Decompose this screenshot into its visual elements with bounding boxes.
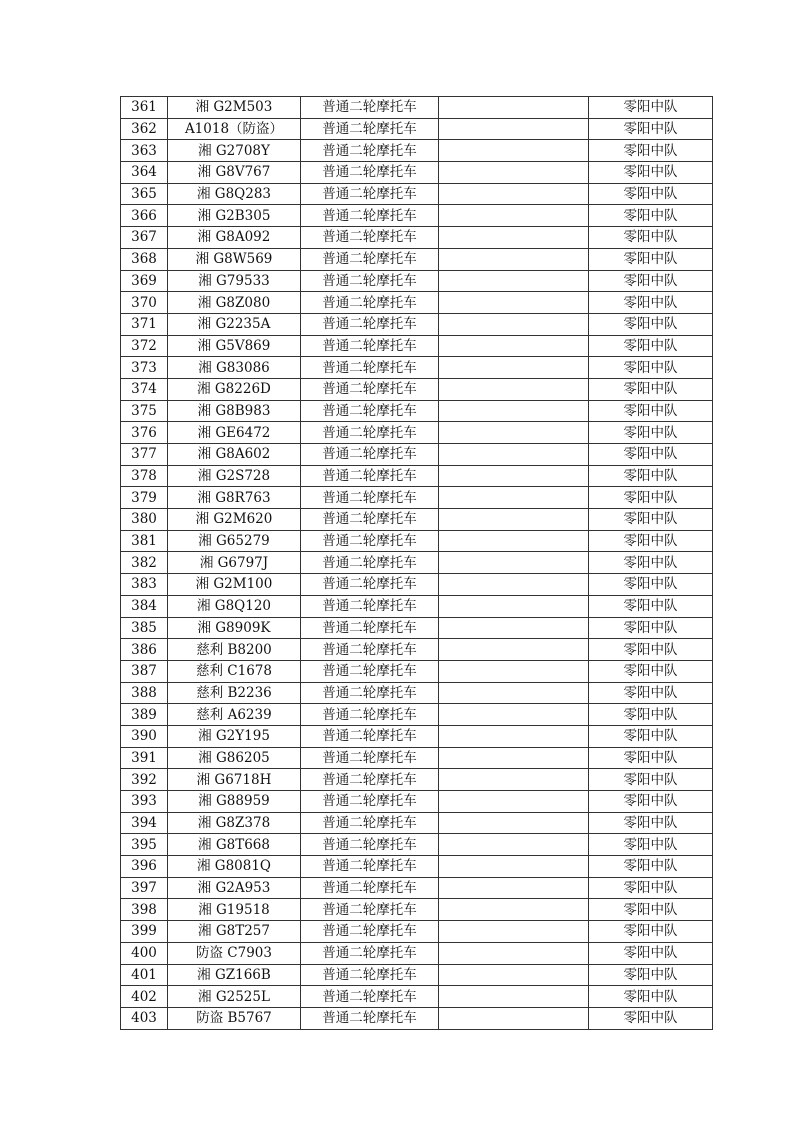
note-cell (439, 118, 589, 140)
row-number-cell: 395 (121, 834, 168, 856)
note-cell (439, 639, 589, 661)
vehicle-type-cell: 普通二轮摩托车 (301, 205, 439, 227)
row-number-cell: 377 (121, 444, 168, 466)
vehicle-type-cell: 普通二轮摩托车 (301, 921, 439, 943)
unit-cell: 零阳中队 (589, 552, 713, 574)
plate-number-cell: 慈利 A6239 (168, 704, 301, 726)
unit-cell: 零阳中队 (589, 704, 713, 726)
plate-number-cell: 湘 G19518 (168, 899, 301, 921)
row-number-cell: 372 (121, 335, 168, 357)
note-cell (439, 682, 589, 704)
row-number-cell: 382 (121, 552, 168, 574)
unit-cell: 零阳中队 (589, 921, 713, 943)
unit-cell: 零阳中队 (589, 791, 713, 813)
vehicle-type-cell: 普通二轮摩托车 (301, 856, 439, 878)
vehicle-type-cell: 普通二轮摩托车 (301, 834, 439, 856)
unit-cell: 零阳中队 (589, 769, 713, 791)
row-number-cell: 403 (121, 1007, 168, 1029)
vehicle-type-cell: 普通二轮摩托车 (301, 118, 439, 140)
table-row (121, 248, 713, 270)
unit-cell: 零阳中队 (589, 183, 713, 205)
unit-cell: 零阳中队 (589, 1007, 713, 1029)
note-cell (439, 97, 589, 119)
unit-cell: 零阳中队 (589, 834, 713, 856)
vehicle-type-cell: 普通二轮摩托车 (301, 617, 439, 639)
vehicle-type-cell: 普通二轮摩托车 (301, 595, 439, 617)
unit-cell: 零阳中队 (589, 378, 713, 400)
plate-number-cell: 湘 G6718H (168, 769, 301, 791)
vehicle-type-cell: 普通二轮摩托车 (301, 747, 439, 769)
note-cell (439, 595, 589, 617)
vehicle-type-cell: 普通二轮摩托车 (301, 313, 439, 335)
row-number-cell: 369 (121, 270, 168, 292)
table-row (121, 183, 713, 205)
table-row (121, 747, 713, 769)
unit-cell: 零阳中队 (589, 465, 713, 487)
unit-cell: 零阳中队 (589, 509, 713, 531)
unit-cell: 零阳中队 (589, 986, 713, 1008)
vehicle-type-cell: 普通二轮摩托车 (301, 335, 439, 357)
unit-cell: 零阳中队 (589, 205, 713, 227)
plate-number-cell: 湘 GZ166B (168, 964, 301, 986)
note-cell (439, 856, 589, 878)
table-row (121, 313, 713, 335)
unit-cell: 零阳中队 (589, 812, 713, 834)
note-cell (439, 205, 589, 227)
note-cell (439, 1007, 589, 1029)
unit-cell: 零阳中队 (589, 292, 713, 314)
unit-cell: 零阳中队 (589, 118, 713, 140)
vehicle-type-cell: 普通二轮摩托车 (301, 812, 439, 834)
note-cell (439, 292, 589, 314)
table-row (121, 704, 713, 726)
table-row (121, 725, 713, 747)
table-row (121, 205, 713, 227)
unit-cell: 零阳中队 (589, 357, 713, 379)
vehicle-type-cell: 普通二轮摩托车 (301, 378, 439, 400)
plate-number-cell: 湘 G8909K (168, 617, 301, 639)
plate-number-cell: 湘 G2B305 (168, 205, 301, 227)
row-number-cell: 379 (121, 487, 168, 509)
table-row (121, 335, 713, 357)
unit-cell: 零阳中队 (589, 682, 713, 704)
table-row (121, 834, 713, 856)
table-row (121, 422, 713, 444)
unit-cell: 零阳中队 (589, 595, 713, 617)
table-row (121, 812, 713, 834)
unit-cell: 零阳中队 (589, 660, 713, 682)
note-cell (439, 877, 589, 899)
plate-number-cell: 湘 G8226D (168, 378, 301, 400)
vehicle-type-cell: 普通二轮摩托车 (301, 183, 439, 205)
note-cell (439, 444, 589, 466)
row-number-cell: 397 (121, 877, 168, 899)
table-row (121, 639, 713, 661)
unit-cell: 零阳中队 (589, 530, 713, 552)
row-number-cell: 383 (121, 574, 168, 596)
plate-number-cell: 湘 G65279 (168, 530, 301, 552)
plate-number-cell: 湘 G2S728 (168, 465, 301, 487)
note-cell (439, 791, 589, 813)
plate-number-cell: 湘 G8W569 (168, 248, 301, 270)
row-number-cell: 374 (121, 378, 168, 400)
plate-number-cell: 湘 G8B983 (168, 400, 301, 422)
note-cell (439, 335, 589, 357)
note-cell (439, 834, 589, 856)
unit-cell: 零阳中队 (589, 97, 713, 119)
note-cell (439, 899, 589, 921)
note-cell (439, 552, 589, 574)
row-number-cell: 398 (121, 899, 168, 921)
note-cell (439, 660, 589, 682)
unit-cell: 零阳中队 (589, 444, 713, 466)
vehicle-type-cell: 普通二轮摩托车 (301, 964, 439, 986)
row-number-cell: 384 (121, 595, 168, 617)
table-row (121, 964, 713, 986)
row-number-cell: 362 (121, 118, 168, 140)
note-cell (439, 986, 589, 1008)
table-row (121, 140, 713, 162)
note-cell (439, 378, 589, 400)
note-cell (439, 313, 589, 335)
note-cell (439, 964, 589, 986)
row-number-cell: 368 (121, 248, 168, 270)
row-number-cell: 401 (121, 964, 168, 986)
row-number-cell: 400 (121, 942, 168, 964)
table-row (121, 118, 713, 140)
table-row (121, 595, 713, 617)
unit-cell: 零阳中队 (589, 725, 713, 747)
note-cell (439, 357, 589, 379)
note-cell (439, 487, 589, 509)
unit-cell: 零阳中队 (589, 335, 713, 357)
plate-number-cell: 慈利 C1678 (168, 660, 301, 682)
vehicle-type-cell: 普通二轮摩托车 (301, 899, 439, 921)
row-number-cell: 378 (121, 465, 168, 487)
unit-cell: 零阳中队 (589, 899, 713, 921)
note-cell (439, 162, 589, 184)
unit-cell: 零阳中队 (589, 422, 713, 444)
vehicle-type-cell: 普通二轮摩托车 (301, 422, 439, 444)
vehicle-type-cell: 普通二轮摩托车 (301, 248, 439, 270)
plate-number-cell: 湘 G8Z080 (168, 292, 301, 314)
plate-number-cell: 湘 G5V869 (168, 335, 301, 357)
vehicle-type-cell: 普通二轮摩托车 (301, 444, 439, 466)
note-cell (439, 183, 589, 205)
table-row (121, 899, 713, 921)
plate-number-cell: 湘 G8Z378 (168, 812, 301, 834)
vehicle-type-cell: 普通二轮摩托车 (301, 1007, 439, 1029)
vehicle-records-body (121, 97, 713, 1030)
row-number-cell: 385 (121, 617, 168, 639)
table-row (121, 986, 713, 1008)
plate-number-cell: 防盗 C7903 (168, 942, 301, 964)
table-row (121, 227, 713, 249)
plate-number-cell: 慈利 B8200 (168, 639, 301, 661)
plate-number-cell: 湘 G2525L (168, 986, 301, 1008)
note-cell (439, 617, 589, 639)
vehicle-type-cell: 普通二轮摩托车 (301, 162, 439, 184)
table-row (121, 552, 713, 574)
vehicle-type-cell: 普通二轮摩托车 (301, 660, 439, 682)
table-row (121, 856, 713, 878)
table-row (121, 270, 713, 292)
row-number-cell: 365 (121, 183, 168, 205)
unit-cell: 零阳中队 (589, 162, 713, 184)
row-number-cell: 373 (121, 357, 168, 379)
note-cell (439, 574, 589, 596)
row-number-cell: 376 (121, 422, 168, 444)
note-cell (439, 921, 589, 943)
note-cell (439, 248, 589, 270)
vehicle-type-cell: 普通二轮摩托车 (301, 140, 439, 162)
vehicle-type-cell: 普通二轮摩托车 (301, 552, 439, 574)
plate-number-cell: 湘 G79533 (168, 270, 301, 292)
plate-number-cell: 湘 G2M620 (168, 509, 301, 531)
row-number-cell: 371 (121, 313, 168, 335)
plate-number-cell: 湘 GE6472 (168, 422, 301, 444)
note-cell (439, 140, 589, 162)
vehicle-type-cell: 普通二轮摩托车 (301, 487, 439, 509)
plate-number-cell: 湘 G8081Q (168, 856, 301, 878)
note-cell (439, 812, 589, 834)
plate-number-cell: 湘 G2235A (168, 313, 301, 335)
table-row (121, 682, 713, 704)
plate-number-cell: 湘 G8R763 (168, 487, 301, 509)
unit-cell: 零阳中队 (589, 574, 713, 596)
row-number-cell: 389 (121, 704, 168, 726)
unit-cell: 零阳中队 (589, 877, 713, 899)
vehicle-type-cell: 普通二轮摩托车 (301, 877, 439, 899)
row-number-cell: 370 (121, 292, 168, 314)
table-row (121, 660, 713, 682)
row-number-cell: 396 (121, 856, 168, 878)
vehicle-type-cell: 普通二轮摩托车 (301, 357, 439, 379)
plate-number-cell: 湘 G2M503 (168, 97, 301, 119)
vehicle-type-cell: 普通二轮摩托车 (301, 292, 439, 314)
note-cell (439, 747, 589, 769)
vehicle-type-cell: 普通二轮摩托车 (301, 270, 439, 292)
vehicle-type-cell: 普通二轮摩托车 (301, 725, 439, 747)
unit-cell: 零阳中队 (589, 313, 713, 335)
plate-number-cell: 湘 G2708Y (168, 140, 301, 162)
row-number-cell: 391 (121, 747, 168, 769)
vehicle-type-cell: 普通二轮摩托车 (301, 400, 439, 422)
table-row (121, 530, 713, 552)
table-row (121, 97, 713, 119)
vehicle-type-cell: 普通二轮摩托车 (301, 465, 439, 487)
table-row (121, 444, 713, 466)
table-row (121, 574, 713, 596)
plate-number-cell: 慈利 B2236 (168, 682, 301, 704)
unit-cell: 零阳中队 (589, 942, 713, 964)
vehicle-type-cell: 普通二轮摩托车 (301, 704, 439, 726)
table-row (121, 921, 713, 943)
plate-number-cell: 湘 G2A953 (168, 877, 301, 899)
vehicle-records-table (120, 96, 713, 1030)
table-row (121, 942, 713, 964)
row-number-cell: 386 (121, 639, 168, 661)
row-number-cell: 363 (121, 140, 168, 162)
note-cell (439, 530, 589, 552)
unit-cell: 零阳中队 (589, 140, 713, 162)
note-cell (439, 509, 589, 531)
unit-cell: 零阳中队 (589, 856, 713, 878)
vehicle-type-cell: 普通二轮摩托车 (301, 942, 439, 964)
row-number-cell: 394 (121, 812, 168, 834)
unit-cell: 零阳中队 (589, 227, 713, 249)
note-cell (439, 227, 589, 249)
table-row (121, 292, 713, 314)
vehicle-type-cell: 普通二轮摩托车 (301, 509, 439, 531)
row-number-cell: 387 (121, 660, 168, 682)
row-number-cell: 399 (121, 921, 168, 943)
table-row (121, 465, 713, 487)
plate-number-cell: 湘 G2Y195 (168, 725, 301, 747)
vehicle-type-cell: 普通二轮摩托车 (301, 574, 439, 596)
table-row (121, 617, 713, 639)
table-row (121, 400, 713, 422)
unit-cell: 零阳中队 (589, 400, 713, 422)
vehicle-type-cell: 普通二轮摩托车 (301, 791, 439, 813)
table-row (121, 791, 713, 813)
row-number-cell: 388 (121, 682, 168, 704)
plate-number-cell: 湘 G8A602 (168, 444, 301, 466)
row-number-cell: 390 (121, 725, 168, 747)
note-cell (439, 725, 589, 747)
plate-number-cell: A1018（防盗） (168, 118, 301, 140)
vehicle-type-cell: 普通二轮摩托车 (301, 639, 439, 661)
note-cell (439, 422, 589, 444)
plate-number-cell: 湘 G8Q283 (168, 183, 301, 205)
unit-cell: 零阳中队 (589, 487, 713, 509)
unit-cell: 零阳中队 (589, 617, 713, 639)
row-number-cell: 380 (121, 509, 168, 531)
note-cell (439, 270, 589, 292)
vehicle-type-cell: 普通二轮摩托车 (301, 530, 439, 552)
note-cell (439, 704, 589, 726)
table-row (121, 877, 713, 899)
row-number-cell: 393 (121, 791, 168, 813)
unit-cell: 零阳中队 (589, 248, 713, 270)
table-row (121, 509, 713, 531)
plate-number-cell: 湘 G2M100 (168, 574, 301, 596)
table-row (121, 487, 713, 509)
vehicle-type-cell: 普通二轮摩托车 (301, 97, 439, 119)
vehicle-type-cell: 普通二轮摩托车 (301, 769, 439, 791)
plate-number-cell: 湘 G8V767 (168, 162, 301, 184)
plate-number-cell: 湘 G8Q120 (168, 595, 301, 617)
unit-cell: 零阳中队 (589, 964, 713, 986)
row-number-cell: 361 (121, 97, 168, 119)
note-cell (439, 400, 589, 422)
row-number-cell: 366 (121, 205, 168, 227)
vehicle-type-cell: 普通二轮摩托车 (301, 682, 439, 704)
plate-number-cell: 湘 G86205 (168, 747, 301, 769)
note-cell (439, 942, 589, 964)
plate-number-cell: 湘 G8T668 (168, 834, 301, 856)
plate-number-cell: 防盗 B5767 (168, 1007, 301, 1029)
plate-number-cell: 湘 G8A092 (168, 227, 301, 249)
vehicle-type-cell: 普通二轮摩托车 (301, 986, 439, 1008)
plate-number-cell: 湘 G8T257 (168, 921, 301, 943)
row-number-cell: 364 (121, 162, 168, 184)
plate-number-cell: 湘 G83086 (168, 357, 301, 379)
row-number-cell: 381 (121, 530, 168, 552)
unit-cell: 零阳中队 (589, 270, 713, 292)
note-cell (439, 465, 589, 487)
table-row (121, 357, 713, 379)
plate-number-cell: 湘 G88959 (168, 791, 301, 813)
row-number-cell: 402 (121, 986, 168, 1008)
note-cell (439, 769, 589, 791)
table-row (121, 769, 713, 791)
unit-cell: 零阳中队 (589, 747, 713, 769)
row-number-cell: 392 (121, 769, 168, 791)
table-row (121, 1007, 713, 1029)
row-number-cell: 367 (121, 227, 168, 249)
unit-cell: 零阳中队 (589, 639, 713, 661)
row-number-cell: 375 (121, 400, 168, 422)
plate-number-cell: 湘 G6797J (168, 552, 301, 574)
table-row (121, 162, 713, 184)
table-row (121, 378, 713, 400)
vehicle-type-cell: 普通二轮摩托车 (301, 227, 439, 249)
